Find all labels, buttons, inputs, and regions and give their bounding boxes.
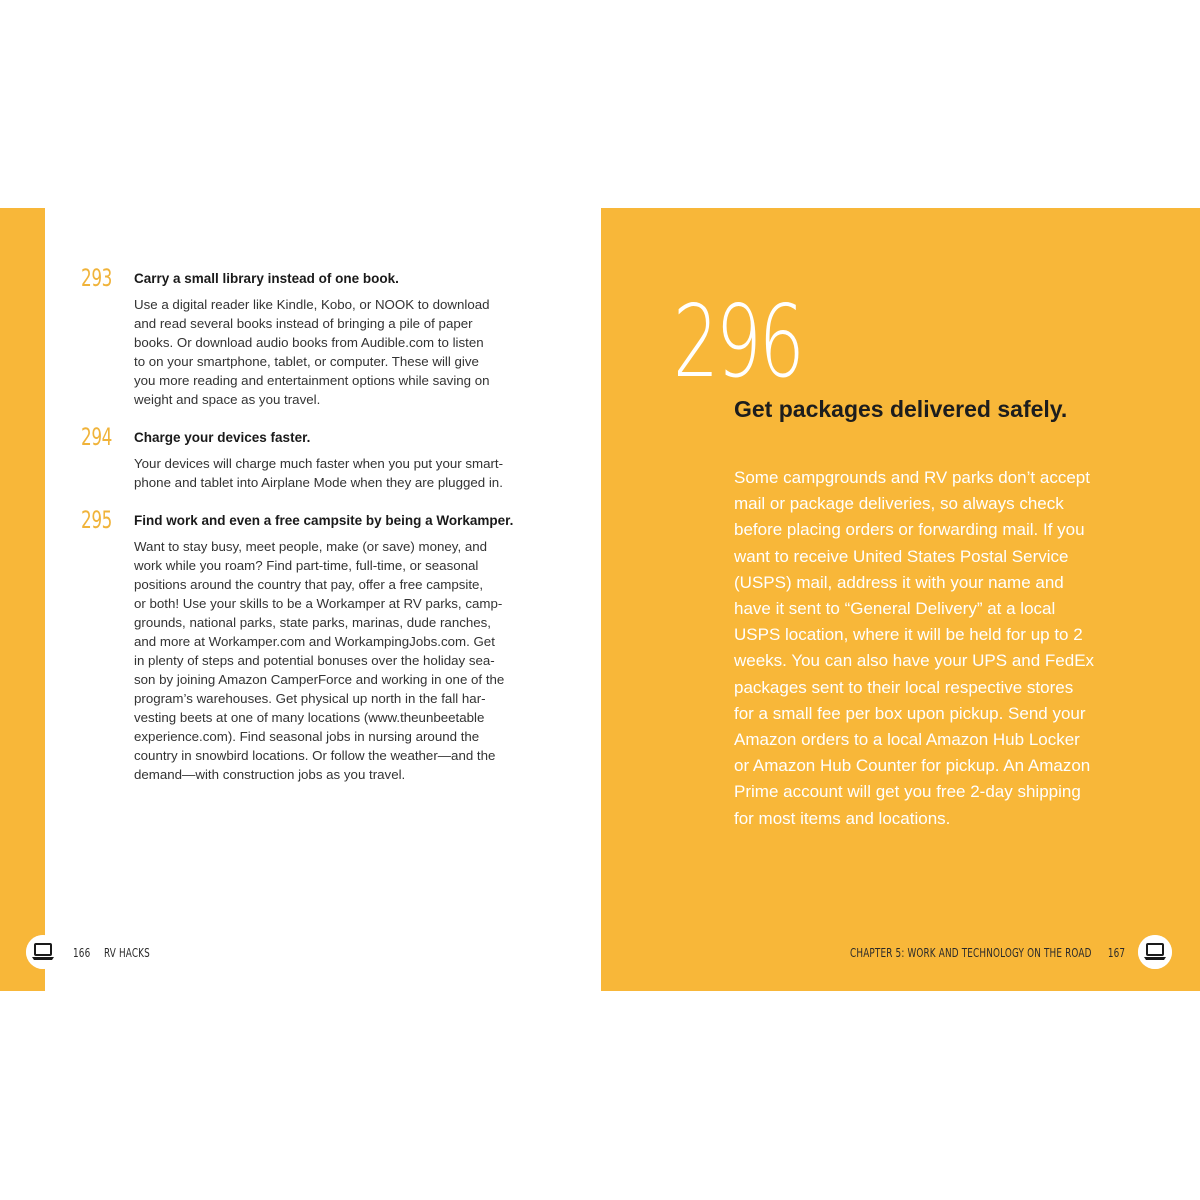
hack-title: Get packages delivered safely.: [734, 396, 1068, 422]
body-line: packages sent to their local respective stores: [734, 677, 1074, 697]
hack-body: [134, 295, 528, 409]
body-line: books. Or download audio books from Audible.com to listen: [134, 335, 484, 350]
body-line: or Amazon Hub Counter for pickup. An Amazon: [734, 756, 1091, 776]
body-line: grounds, national parks, state parks, marinas, dude ranches,: [134, 615, 491, 630]
left-page: [45, 208, 600, 991]
chapter-head: CHAPTER 5: WORK AND TECHNOLOGY ON THE ROAD: [850, 946, 1092, 960]
page-number: 167: [1107, 946, 1125, 960]
body-line: want to receive United States Postal Service: [734, 546, 1069, 566]
body-line: vesting beets at one of many locations (www.theunbeetable: [134, 710, 485, 725]
body-line: demand—with construction jobs as you travel.: [134, 767, 406, 782]
book-spread: [0, 208, 1200, 991]
hack-title: Charge your devices faster.: [134, 430, 311, 445]
body-line: weeks. You can also have your UPS and FedEx: [734, 651, 1095, 671]
body-line: weight and space as you travel.: [134, 392, 321, 407]
body-line: country in snowbird locations. Or follow the weather—and the: [134, 748, 496, 763]
body-line: Your devices will charge much faster when you put your smart-: [134, 456, 504, 471]
body-line: positions around the country that pay, offer a free campsite,: [134, 577, 484, 592]
hack-body: [734, 465, 1134, 832]
body-line: in plenty of steps and potential bonuses over the holiday sea-: [134, 653, 495, 668]
running-head: RV HACKS: [104, 946, 150, 960]
hack-number-large: 296: [673, 283, 802, 400]
body-line: work while you roam? Find part-time, full-time, or seasonal: [134, 558, 479, 573]
page-number: 166: [73, 946, 91, 960]
body-line: to on your smartphone, tablet, or computer. These will give: [134, 354, 479, 369]
hack-title: Find work and even a free campsite by being a Workamper.: [134, 513, 514, 528]
body-line: you more reading and entertainment options while saving on: [134, 373, 490, 388]
body-line: (USPS) mail, address it with your name and: [734, 572, 1064, 592]
left-accent-strip: [0, 208, 45, 991]
hack-number: 293: [81, 264, 112, 292]
body-line: and read several books instead of bringing a pile of paper: [134, 316, 473, 331]
hack-number: 295: [81, 506, 112, 534]
body-line: phone and tablet into Airplane Mode when they are plugged in.: [134, 475, 503, 490]
body-line: program’s warehouses. Get physical up north in the fall har-: [134, 691, 486, 706]
body-line: USPS location, where it will be held for up to 2: [734, 625, 1083, 645]
body-line: Use a digital reader like Kindle, Kobo, or NOOK to download: [134, 297, 490, 312]
hack-body: [134, 537, 528, 784]
body-line: Want to stay busy, meet people, make (or save) money, and: [134, 539, 488, 554]
body-line: before placing orders or forwarding mail. If you: [734, 520, 1085, 540]
body-line: and more at Workamper.com and WorkampingJobs.com. Get: [134, 634, 495, 649]
body-line: for a small fee per box upon pickup. Send your: [734, 703, 1086, 723]
laptop-icon: [26, 935, 60, 969]
body-line: Amazon orders to a local Amazon Hub Locker: [734, 730, 1080, 750]
body-line: experience.com). Find seasonal jobs in nursing around the: [134, 729, 480, 744]
right-page: [601, 208, 1200, 991]
laptop-icon: [1138, 935, 1172, 969]
hack-body: [134, 454, 528, 492]
body-line: for most items and locations.: [734, 808, 951, 828]
body-line: mail or package deliveries, so always check: [734, 494, 1064, 514]
hack-title: Carry a small library instead of one book.: [134, 271, 399, 286]
body-line: son by joining Amazon CamperForce and working in one of the: [134, 672, 505, 687]
hack-number: 294: [81, 423, 112, 451]
body-line: Prime account will get you free 2-day shipping: [734, 782, 1081, 802]
body-line: or both! Use your skills to be a Workamper at RV parks, camp-: [134, 596, 503, 611]
body-line: Some campgrounds and RV parks don’t accept: [734, 468, 1090, 487]
body-line: have it sent to “General Delivery” at a local: [734, 599, 1056, 619]
